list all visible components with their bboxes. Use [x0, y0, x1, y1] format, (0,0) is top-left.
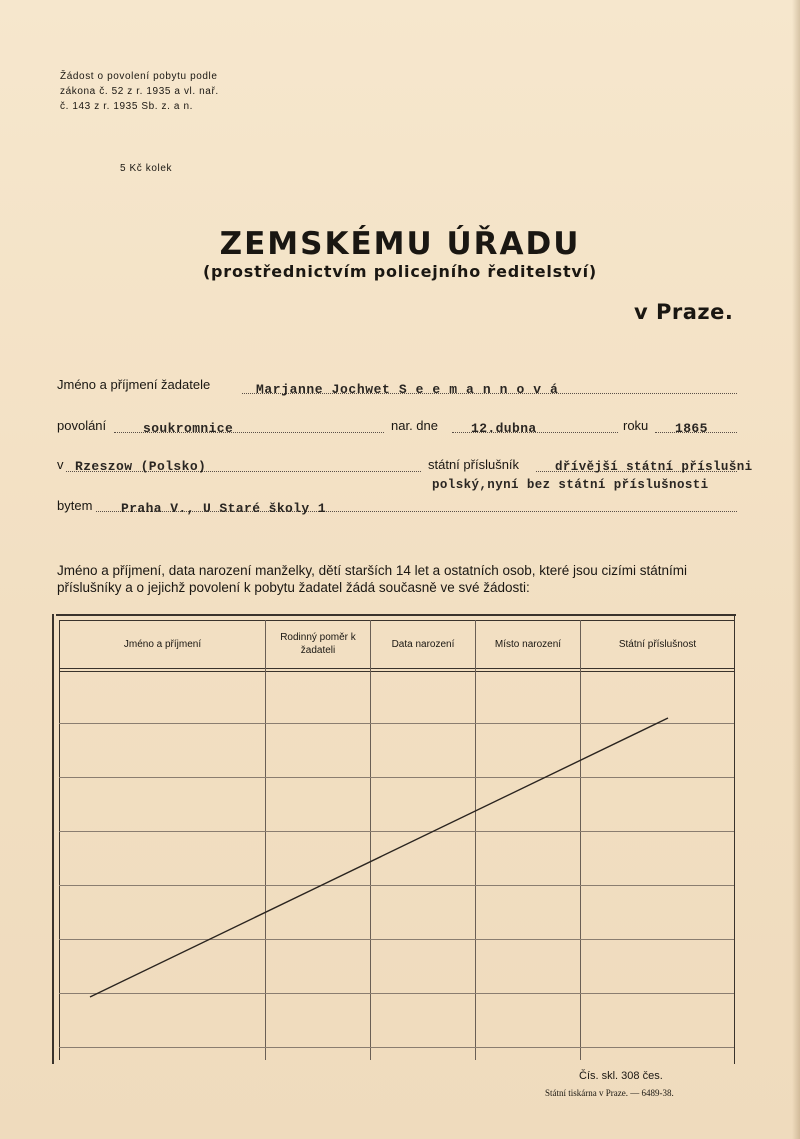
header-name: Jméno a příjmení: [123, 638, 202, 650]
legal-reference-line: č. 143 z r. 1935 Sb. z. a n.: [60, 101, 193, 112]
document-subtitle: (prostřednictvím policejního ředitelství): [202, 262, 598, 281]
residence-value: Praha V., U Staré školy 1: [121, 501, 327, 516]
place-prefix: v: [57, 457, 64, 472]
header-birth-date: Data narození: [391, 638, 455, 650]
year-label: roku: [623, 418, 649, 433]
occupation-label: povolání: [57, 418, 107, 433]
name-label: Jméno a příjmení žadatele: [57, 377, 211, 392]
city-line: v Praze.: [634, 300, 734, 324]
stock-number: Čís. skl. 308 čes.: [579, 1070, 663, 1082]
citizenship-value-continued: polský,nyní bez státní příslušnosti: [432, 478, 709, 492]
header-family-relation: Rodinný poměr k žadateli: [280, 632, 356, 656]
stamp-note: 5 Kč kolek: [120, 163, 173, 174]
residence-label: bytem: [57, 498, 93, 513]
legal-reference-line: zákona č. 52 z r. 1935 a vl. nař.: [60, 86, 219, 97]
header-citizenship: Státní příslušnost: [618, 638, 697, 650]
citizenship-label: státní příslušník: [428, 457, 520, 472]
citizenship-value: dřívější státní příslušni: [555, 460, 753, 474]
year-value: 1865: [675, 421, 708, 436]
table-instructions: Jméno a příjmení, data narození manželky, dětí starších 14 let a ostatních osob, které jsou cizími státními příslušníky a o jejichž povolení k pobytu žadatel žádá současně ve své žádosti:: [57, 563, 688, 595]
born-label: nar. dne: [391, 418, 438, 433]
printer-imprint: Státní tiskárna v Praze. — 6489-38.: [545, 1088, 674, 1098]
name-value: Marjanne Jochwet S e e m a n n o v á: [256, 382, 559, 397]
legal-reference-line: Žádost o povolení pobytu podle: [60, 71, 218, 82]
occupation-value: soukromnice: [143, 421, 234, 436]
place-value: Rzeszow (Polsko): [75, 459, 207, 474]
header-birth-place: Místo narození: [494, 638, 562, 650]
document-title: ZEMSKÉMU ÚŘADU: [219, 226, 581, 262]
born-value: 12.dubna: [471, 421, 537, 436]
